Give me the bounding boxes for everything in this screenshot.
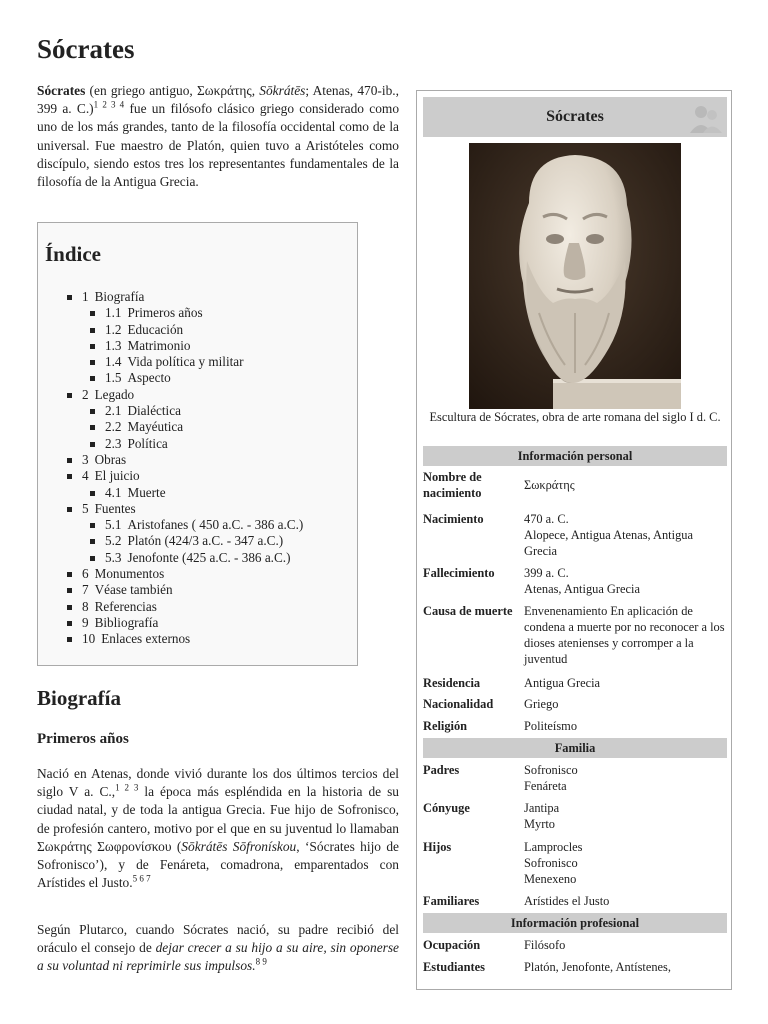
row-label: Residencia <box>423 676 481 690</box>
toc-item[interactable] <box>66 501 303 517</box>
biografia-paragraph-2 <box>37 921 399 976</box>
toc-item-label[interactable]: Monumentos <box>94 566 165 582</box>
toc-item-label[interactable]: Véase también <box>94 582 173 598</box>
parent-name[interactable]: Sofronisco <box>524 763 578 777</box>
toc-subitem-label[interactable]: Vida política y militar <box>127 354 244 370</box>
row-value <box>524 762 728 794</box>
intro-text: ; Atenas, 470-ib., 399 a. C.) <box>37 83 399 117</box>
death-place[interactable]: Atenas, Antigua Grecia <box>524 582 640 596</box>
row-label: Nacionalidad <box>423 697 494 711</box>
intro-text: fue un filósofo clásico griego considerado como uno de los más grandes, tanto de la filosofía occidental como de la universal. Fue maestro de Platón, quien tuvo a Aristóteles como discípulo, siendo estos tres los representantes fundamentales de la filosofía de la Antigua Grecia. <box>37 101 400 190</box>
toc-subitem-label[interactable]: Muerte <box>127 484 166 500</box>
row-label: Hijos <box>423 840 452 854</box>
toc-subitem[interactable] <box>89 338 303 354</box>
toc-item-number: 4 <box>82 468 89 484</box>
toc-subitem-number: 4.1 <box>105 484 122 500</box>
toc-subitem-number: 1.5 <box>105 370 122 386</box>
toc-item-label[interactable]: Enlaces externos <box>101 631 191 647</box>
row-value[interactable]: Politeísmo <box>524 719 578 733</box>
toc-subitem-number: 1.3 <box>105 337 122 353</box>
infobox-title <box>423 97 727 137</box>
row-label: Familiares <box>423 894 480 908</box>
toc-subitem-label[interactable]: Dialéctica <box>127 403 181 419</box>
ref-link[interactable]: 1 2 3 <box>115 782 139 793</box>
toc-item-label[interactable]: Fuentes <box>94 500 136 516</box>
infobox-section-family: Familia <box>423 738 727 758</box>
toc-sublist <box>66 305 303 386</box>
row-label: Fallecimiento <box>423 566 495 580</box>
toc-subitem[interactable] <box>89 322 303 338</box>
toc-sublist <box>66 517 303 566</box>
row-label: Religión <box>423 719 468 733</box>
row-value <box>524 800 728 832</box>
toc-subitem[interactable] <box>89 403 303 419</box>
image-caption: Escultura de Sócrates, obra de arte romana del siglo I d. C. <box>429 410 721 424</box>
body-text: , ‘Sócrates hijo de Sofronisco’), y de Fenáreta, comadrona, emparentados con Arístides el Justo. <box>37 838 399 891</box>
toc-subitem-label[interactable]: Jenofonte (425 a.C. - 386 a.C.) <box>127 549 291 565</box>
toc-subitem-number: 1.2 <box>105 321 122 337</box>
page-title: Sócrates <box>37 34 135 64</box>
toc-item[interactable] <box>66 468 303 484</box>
infobox-title-text: Sócrates <box>546 108 604 125</box>
intro-refs[interactable]: 1 2 3 4 <box>93 99 125 110</box>
toc-item-label[interactable]: Obras <box>94 451 127 467</box>
person-icon <box>689 103 723 133</box>
toc-item[interactable] <box>66 599 303 615</box>
row-label: Cónyuge <box>423 801 470 815</box>
row-value[interactable]: Arístides el Justo <box>524 894 610 908</box>
toc-subitem-label[interactable]: Aristofanes ( 450 a.C. - 386 a.C.) <box>127 517 304 533</box>
row-label: Nacimiento <box>423 512 484 526</box>
toc-subitem-number: 5.3 <box>105 549 122 565</box>
toc-subitem-label[interactable]: Política <box>127 435 168 451</box>
intro-transliteration: Sōkrátēs <box>259 83 306 98</box>
death-date: 399 a. C. <box>524 566 569 580</box>
toc-subitem-label[interactable]: Primeros años <box>127 305 203 321</box>
row-value <box>524 511 728 559</box>
toc-subitem[interactable] <box>89 305 303 321</box>
toc-subitem[interactable] <box>89 370 303 386</box>
toc-sublist <box>66 485 303 501</box>
toc-subitem-label[interactable]: Aspecto <box>127 370 171 386</box>
spouse-name[interactable]: Myrto <box>524 817 555 831</box>
body-text: Según Plutarco, cuando Sócrates nació, su padre recibió del oráculo el consejo de <box>37 922 399 956</box>
toc-sublist <box>66 403 303 452</box>
toc-subitem-number: 2.3 <box>105 435 122 451</box>
parent-name[interactable]: Fenáreta <box>524 779 567 793</box>
row-value: Σωκράτης <box>524 478 575 492</box>
toc-subitem[interactable] <box>89 419 303 435</box>
toc-subitem-label[interactable]: Mayéutica <box>127 419 184 435</box>
intro-text: (en griego antiguo, Σωκράτης, <box>85 83 260 98</box>
row-value: Griego <box>524 697 559 711</box>
body-text: Nació en Atenas, donde vivió durante los dos últimos tercios del siglo V a. C., <box>37 766 399 800</box>
toc-item-label[interactable]: Legado <box>94 386 135 402</box>
toc-subitem-label[interactable]: Educación <box>127 321 184 337</box>
infobox-section-personal: Información personal <box>423 446 727 466</box>
row-label: Ocupación <box>423 938 481 952</box>
toc-item-number: 8 <box>82 598 89 614</box>
toc-subitem-number: 5.2 <box>105 533 122 549</box>
quote-text: dejar crecer a su hijo a su aire, sin oponerse a su voluntad ni reprimirle sus impulsos. <box>37 940 400 974</box>
ref-link[interactable]: 8 9 <box>255 956 267 967</box>
toc-item-label[interactable]: Biografía <box>94 289 145 304</box>
intro-paragraph <box>37 82 399 191</box>
row-value: Envenenamiento En aplicación de condena a muerte por no reconocer a los dioses atenienses y corromper a la juventud <box>524 604 725 666</box>
subsection-heading-primeros-anos: Primeros años <box>37 731 129 747</box>
birth-place[interactable]: Alopece, Antigua Atenas, Antigua Grecia <box>524 528 693 558</box>
toc-subitem-number: 5.1 <box>105 517 122 533</box>
row-label: Nombre de nacimiento <box>423 470 482 500</box>
body-text: la época más espléndida en la historia de su ciudad natal, y de toda la antigua Grecia. Fue hijo de Sofronisco, de profesión cantero, motivo por el que en su juventud lo llamaban Σωκράτης Σωφρονίσκου ( <box>37 784 399 854</box>
toc-item-number: 2 <box>82 386 89 402</box>
toc-item-label[interactable]: El juicio <box>94 468 140 484</box>
toc-item[interactable] <box>66 289 303 305</box>
toc-item[interactable] <box>66 452 303 468</box>
toc-item-label[interactable]: Bibliografía <box>94 614 159 630</box>
toc-subitem-number: 1.4 <box>105 354 122 370</box>
toc-item-number: 5 <box>82 500 89 516</box>
toc-item-number: 6 <box>82 566 89 582</box>
toc-subitem[interactable] <box>89 436 303 452</box>
table-of-contents <box>37 222 358 666</box>
row-label: Estudiantes <box>423 960 485 974</box>
toc-subitem[interactable] <box>89 533 303 549</box>
toc-subitem[interactable] <box>89 517 303 533</box>
toc-item-number: 1 <box>82 289 89 304</box>
toc-item-number: 7 <box>82 582 89 598</box>
socrates-bust-image[interactable] <box>469 143 681 409</box>
toc-item[interactable] <box>66 631 303 647</box>
row-value <box>524 839 728 887</box>
toc-subitem-label[interactable]: Matrimonio <box>127 337 191 353</box>
spouse-name[interactable]: Jantipa <box>524 801 560 815</box>
birth-date: 470 a. C. <box>524 512 569 526</box>
toc-item[interactable] <box>66 387 303 403</box>
row-value[interactable]: Antigua Grecia <box>524 676 601 690</box>
section-heading-biografia: Biografía <box>37 686 121 710</box>
toc-subitem-number: 2.1 <box>105 403 122 419</box>
toc-subitem-number: 1.1 <box>105 305 122 321</box>
toc-list <box>66 289 303 648</box>
row-value[interactable]: Filósofo <box>524 938 566 952</box>
child-name[interactable]: Sofronisco <box>524 856 578 870</box>
toc-title: Índice <box>45 242 102 266</box>
intro-subject: Sócrates <box>37 83 86 98</box>
toc-subitem[interactable] <box>89 354 303 370</box>
transliteration: Sōkrátēs Sōfronískou <box>181 838 297 854</box>
row-value <box>524 565 728 597</box>
toc-item-number: 10 <box>82 631 96 647</box>
ref-link[interactable]: 5 6 7 <box>132 873 151 884</box>
toc-subitem[interactable] <box>89 485 303 501</box>
infobox-section-professional: Información profesional <box>423 913 727 933</box>
row-value[interactable]: Platón, Jenofonte, Antístenes, <box>524 960 671 974</box>
toc-item[interactable] <box>66 615 303 631</box>
infobox <box>416 90 732 990</box>
biografia-paragraph-1 <box>37 765 399 892</box>
toc-subitem-label[interactable]: Platón (424/3 a.C. - 347 a.C.) <box>127 533 284 549</box>
toc-item-number: 9 <box>82 614 89 630</box>
toc-subitem-number: 2.2 <box>105 419 122 435</box>
child-name[interactable]: Lamprocles <box>524 840 583 854</box>
row-label: Causa de muerte <box>423 604 513 618</box>
row-label: Padres <box>423 763 460 777</box>
toc-item-label[interactable]: Referencias <box>94 598 157 614</box>
toc-subitem[interactable] <box>89 550 303 566</box>
toc-item-number: 3 <box>82 451 89 467</box>
toc-item[interactable] <box>66 582 303 598</box>
toc-item[interactable] <box>66 566 303 582</box>
child-name[interactable]: Menexeno <box>524 872 577 886</box>
